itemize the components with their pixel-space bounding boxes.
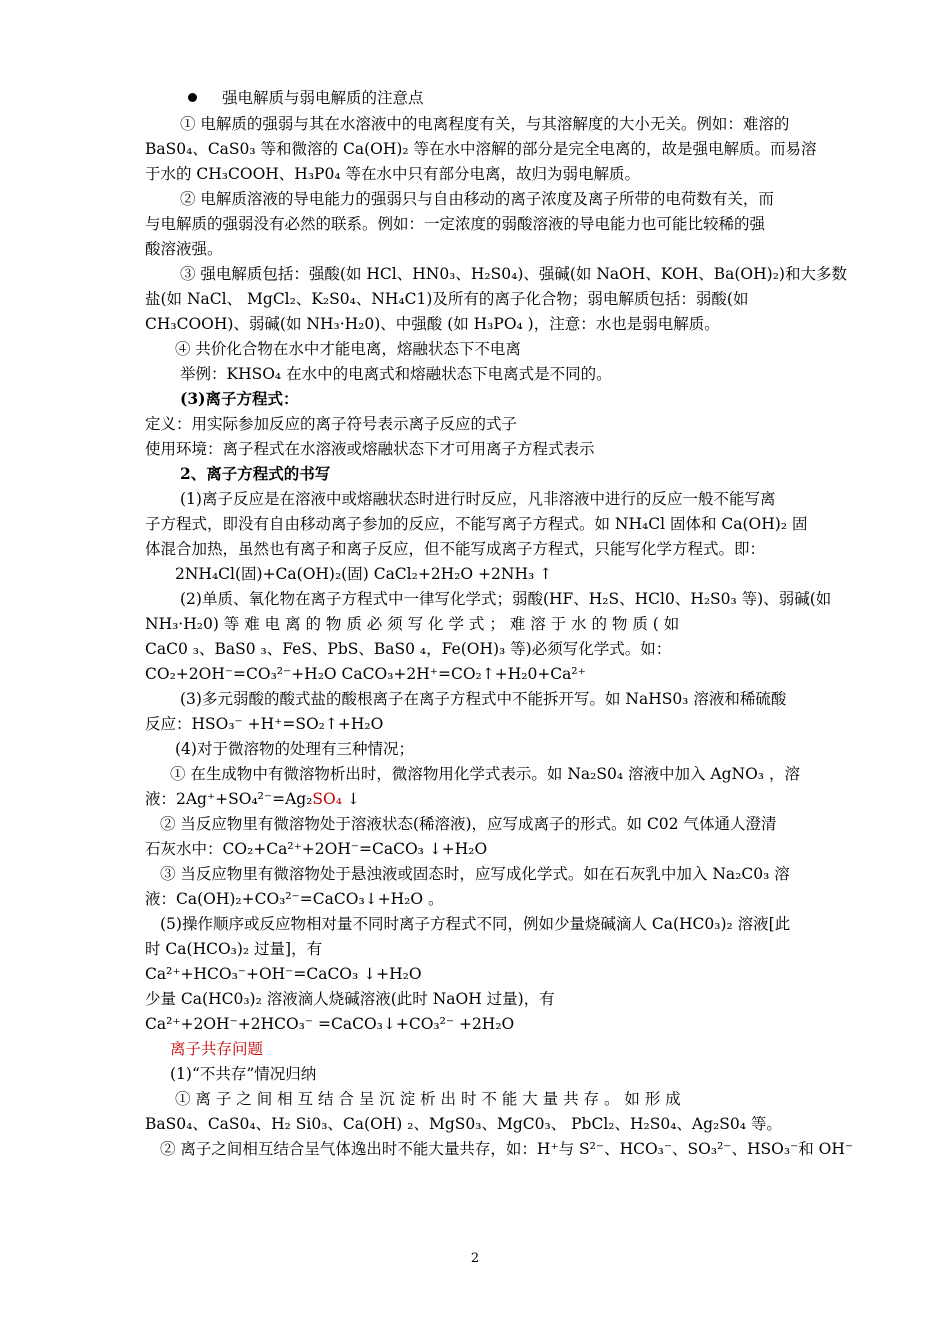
paragraph-line: ② 当反应物里有微溶物处于溶液状态(稀溶液)，应写成离子的形式。如 C02 气体通人澄清 xyxy=(160,815,777,833)
paragraph-line: BaS0₄、CaS0₄、H₂ Si0₃、Ca(OH) ₂、MgS0₃、MgC0₃、 PbCl₂、H₂S0₄、Ag₂S0₄ 等。 xyxy=(145,1115,782,1133)
red-ion-text: SO₄ xyxy=(312,790,342,808)
paragraph-line: 与电解质的强弱没有必然的联系。例如：一定浓度的弱酸溶液的导电能力也可能比较稀的强 xyxy=(145,215,766,233)
paragraph-line: 酸溶液强。 xyxy=(145,240,223,258)
paragraph-line: ② 离子之间相互结合呈气体逸出时不能大量共存，如：H⁺与 S²⁻、HCO₃⁻、SO₃²⁻、HSO₃⁻和 OH⁻ xyxy=(160,1140,854,1158)
paragraph-line: ③ 当反应物里有微溶物处于悬浊液或固态时，应写成化学式。如在石灰乳中加入 Na₂C0₃ 溶 xyxy=(160,865,790,883)
paragraph-line: 子方程式，即没有自由移动离子参加的反应，不能写离子方程式。如 NH₄Cl 固体和 Ca(OH)₂ 固 xyxy=(145,515,808,533)
equation-line: Ca²⁺+HCO₃⁻+OH⁻=CaCO₃ ↓+H₂O xyxy=(145,965,422,983)
equation-line: 反应：HSO₃⁻ +H⁺=SO₂↑+H₂O xyxy=(145,715,384,733)
paragraph-line: ① 在生成物中有微溶物析出时，微溶物用化学式表示。如 Na₂S0₄ 溶液中加入 AgNO₃ ，溶 xyxy=(170,765,800,783)
paragraph-line: CaC0 ₃、BaS0 ₃、FeS、PbS、BaS0 ₄，Fe(OH)₃ 等)必须写化学式。如： xyxy=(145,640,672,658)
equation-text-tail: ↓ xyxy=(341,790,360,808)
paragraph-line: 定义：用实际参加反应的离子符号表示离子反应的式子 xyxy=(145,415,518,433)
paragraph-line: 少量 Ca(HC0₃)₂ 溶液滴人烧碱溶液(此时 NaOH 过量)，有 xyxy=(145,990,555,1008)
equation-line: 液：Ca(OH)₂+CO₃²⁻=CaCO₃↓+H₂O 。 xyxy=(145,890,444,908)
paragraph-line: (5)操作顺序或反应物相对量不同时离子方程式不同，例如少量烧碱滴人 Ca(HC0₃)₂ 溶液[此 xyxy=(160,915,791,933)
equation-text: 液：2Ag⁺+SO₄²⁻=Ag₂ xyxy=(145,790,313,808)
paragraph-line: CH₃COOH)、弱碱(如 NH₃·H₂0)、中强酸 (如 H₃PO₄ )，注意：水也是弱电解质。 xyxy=(145,315,720,333)
paragraph-line: ④ 共价化合物在水中才能电离，熔融状态下不电离 xyxy=(175,340,521,358)
paragraph-line: (1)“不共存”情况归纳 xyxy=(170,1065,317,1083)
paragraph-line: 时 Ca(HCO₃)₂ 过量]，有 xyxy=(145,940,323,958)
page-number: 2 xyxy=(470,1251,480,1266)
equation-line: CO₂+2OH⁻=CO₃²⁻+H₂O CaCO₃+2H⁺=CO₂↑+H₂0+Ca²⁺ xyxy=(145,665,586,683)
equation-line: Ca²⁺+2OH⁻+2HCO₃⁻ =CaCO₃↓+CO₃²⁻ +2H₂O xyxy=(145,1015,515,1033)
equation-line xyxy=(145,788,815,810)
paragraph-line: 举例：KHSO₄ 在水中的电离式和熔融状态下电离式是不同的。 xyxy=(180,365,612,383)
paragraph-line: BaS0₄、CaS0₃ 等和微溶的 Ca(OH)₂ 等在水中溶解的部分是完全电离的，故是强电解质。而易溶 xyxy=(145,140,817,158)
bullet-dot-icon xyxy=(188,93,197,102)
bullet-heading: 强电解质与弱电解质的注意点 xyxy=(222,89,424,107)
paragraph-line: ① 离 子 之 间 相 互 结 合 呈 沉 淀 析 出 时 不 能 大 量 共 存 。 如 形 成 xyxy=(175,1090,681,1108)
paragraph-line: NH₃·H₂0) 等 难 电 离 的 物 质 必 须 写 化 学 式 ； 难 溶 于 水 的 物 质 ( 如 xyxy=(145,615,680,633)
paragraph-line: ① 电解质的强弱与其在水溶液中的电离程度有关，与其溶解度的大小无关。例如：难溶的 xyxy=(180,115,790,133)
paragraph-line: ② 电解质溶液的导电能力的强弱只与自由移动的离子浓度及离子所带的电荷数有关，而 xyxy=(180,190,774,208)
paragraph-line: (4)对于微溶物的处理有三种情况； xyxy=(175,740,414,758)
paragraph-line: 使用环境：离子程式在水溶液或熔融状态下才可用离子方程式表示 xyxy=(145,440,595,458)
paragraph-line: (3)多元弱酸的酸式盐的酸根离子在离子方程式中不能拆开写。如 NaHS0₃ 溶液和稀硫酸 xyxy=(180,690,787,708)
equation-line: 石灰水中：CO₂+Ca²⁺+2OH⁻=CaCO₃ ↓+H₂O xyxy=(145,840,488,858)
paragraph-line: 于水的 CH₃COOH、H₃P0₄ 等在水中只有部分电离，故归为弱电解质。 xyxy=(145,165,640,183)
section-heading-red: 离子共存问题 xyxy=(170,1040,264,1058)
section-heading: (3)离子方程式： xyxy=(180,389,299,408)
equation-line: 2NH₄Cl(固)+Ca(OH)₂(固) CaCl₂+2H₂O +2NH₃ ↑ xyxy=(175,565,553,583)
paragraph-line: 体混合加热，虽然也有离子和离子反应，但不能写成离子方程式，只能写化学方程式。即： xyxy=(145,540,766,558)
section-heading: 2、离子方程式的书写 xyxy=(180,464,331,483)
paragraph-line: (1)离子反应是在溶液中或熔融状态时进行时反应，凡非溶液中进行的反应一般不能写离 xyxy=(180,490,776,508)
paragraph-line: (2)单质、氧化物在离子方程式中一律写化学式；弱酸(HF、H₂S、HCl0、H₂S0₃ 等)、弱碱(如 xyxy=(180,590,832,608)
paragraph-line: ③ 强电解质包括：强酸(如 HCl、HN0₃、H₂S0₄)、强碱(如 NaOH、KOH、Ba(OH)₂)和大多数 xyxy=(180,265,847,283)
paragraph-line: 盐(如 NaCl、 MgCl₂、K₂S0₄、NH₄C1)及所有的离子化合物；弱电解质包括：弱酸(如 xyxy=(145,290,749,308)
